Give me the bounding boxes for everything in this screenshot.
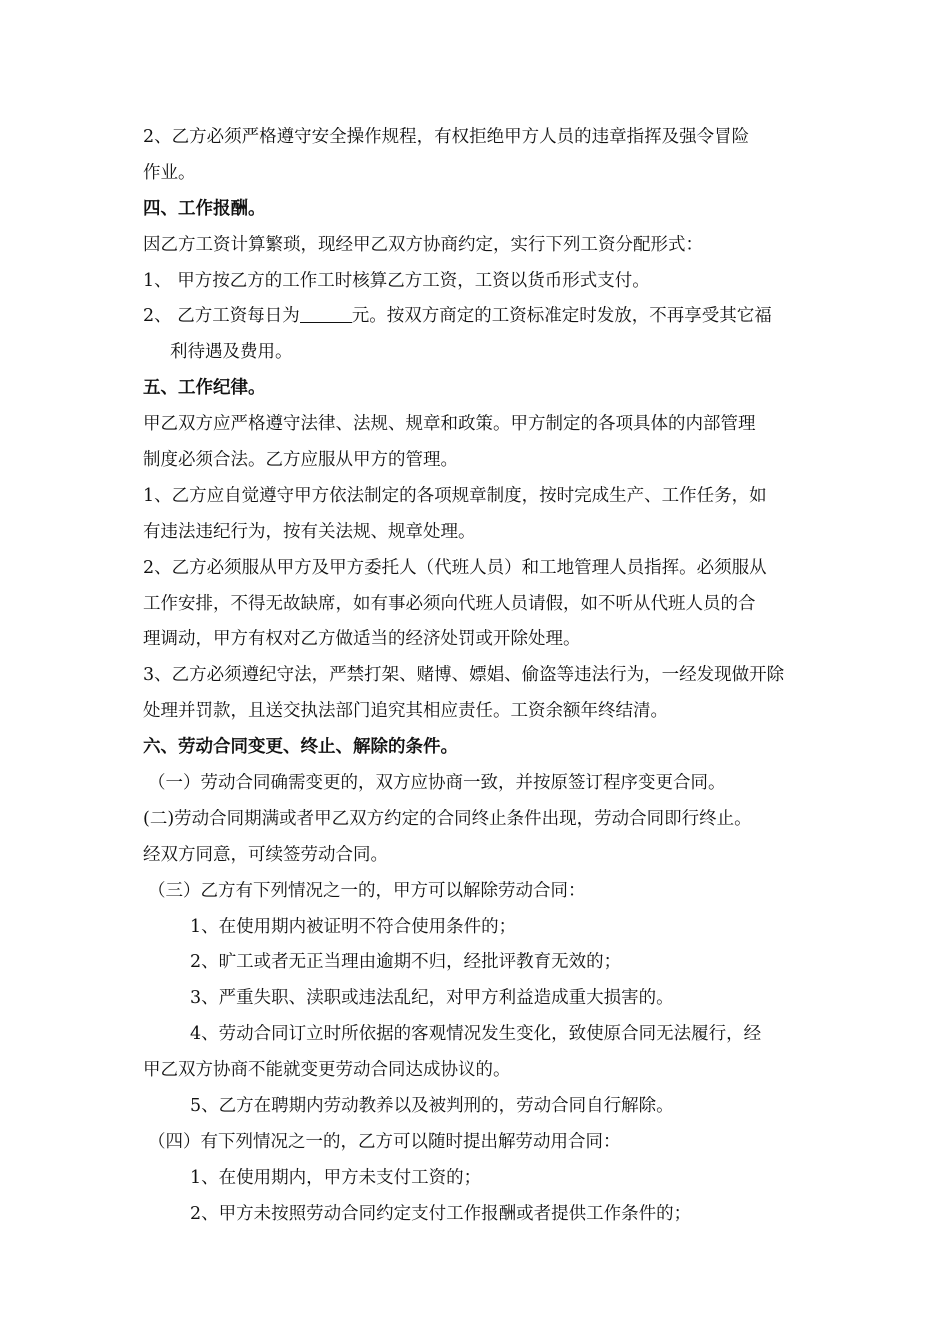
clause-line: (二)劳动合同期满或者甲乙双方约定的合同终止条件出现，劳动合同即行终止。 — [143, 808, 752, 829]
clause-line: （三）乙方有下列情况之一的，甲方可以解除劳动合同： — [148, 880, 586, 901]
paragraph-line: 2、乙方必须服从甲方及甲方委托人（代班人员）和工地管理人员指挥。必须服从 — [143, 557, 767, 578]
paragraph-line: 甲乙双方应严格遵守法律、法规、规章和政策。甲方制定的各项具体的内部管理 — [143, 414, 756, 435]
clause-line: （四）有下列情况之一的，乙方可以随时提出解劳动用合同： — [148, 1131, 621, 1152]
section-heading-5: 五、工作纪律。 — [143, 378, 266, 399]
paragraph-line: 因乙方工资计算繁琐，现经甲乙双方协商约定，实行下列工资分配形式： — [143, 234, 703, 255]
paragraph-line: 理调动，甲方有权对乙方做适当的经济处罚或开除处理。 — [143, 629, 581, 650]
list-item-wage — [143, 299, 808, 335]
paragraph-line: 制度必须合法。乙方应服从甲方的管理。 — [143, 450, 458, 471]
sub-clause-line: 3、严重失职、渎职或违法乱纪，对甲方利益造成重大损害的。 — [190, 988, 674, 1009]
list-item-continuation: 利待遇及费用。 — [170, 342, 293, 363]
section-heading-4: 四、工作报酬。 — [143, 198, 266, 219]
paragraph-line: 3、乙方必须遵纪守法，严禁打架、赌博、嫖娼、偷盗等违法行为，一经发现做开除 — [143, 665, 785, 686]
sub-clause-line: 2、旷工或者无正当理由逾期不归，经批评教育无效的； — [190, 952, 622, 973]
wage-suffix: 元。按双方商定的工资标准定时发放，不再享受其它福 — [351, 306, 772, 327]
paragraph-line: 工作安排，不得无故缺席，如有事必须向代班人员请假，如不听从代班人员的合 — [143, 593, 756, 614]
paragraph-line: 2、乙方必须严格遵守安全操作规程，有权拒绝甲方人员的违章指挥及强令冒险 — [143, 127, 750, 147]
paragraph-line: 1、乙方应自觉遵守甲方依法制定的各项规章制度，按时完成生产、工作任务，如 — [143, 485, 767, 506]
clause-line: 经双方同意，可续签劳动合同。 — [143, 844, 388, 865]
contract-body — [143, 120, 808, 1233]
sub-clause-line: 1、在使用期内被证明不符合使用条件的； — [190, 916, 517, 937]
paragraph-line: 处理并罚款，且送交执法部门追究其相应责任。工资余额年终结清。 — [143, 701, 668, 722]
wage-blank-field — [300, 300, 352, 323]
list-item: 1、 甲方按乙方的工作工时核算乙方工资，工资以货币形式支付。 — [143, 270, 650, 291]
sub-clause-line: 5、乙方在聘期内劳动教养以及被判刑的，劳动合同自行解除。 — [190, 1096, 674, 1117]
wage-prefix: 2、 乙方工资每日为 — [143, 306, 300, 327]
paragraph-line: 作业。 — [143, 162, 196, 183]
sub-clause-line: 1、在使用期内，甲方未支付工资的； — [190, 1167, 482, 1188]
section-heading-6: 六、劳动合同变更、终止、解除的条件。 — [143, 737, 458, 758]
sub-clause-line: 4、劳动合同订立时所依据的客观情况发生变化，致使原合同无法履行，经 — [190, 1024, 762, 1045]
clause-line: （一）劳动合同确需变更的，双方应协商一致，并按原签订程序变更合同。 — [148, 773, 726, 794]
paragraph-line: 有违法违纪行为，按有关法规、规章处理。 — [143, 521, 476, 542]
sub-clause-line: 2、甲方未按照劳动合同约定支付工作报酬或者提供工作条件的； — [190, 1203, 692, 1224]
sub-clause-continuation: 甲乙双方协商不能就变更劳动合同达成协议的。 — [143, 1060, 511, 1081]
